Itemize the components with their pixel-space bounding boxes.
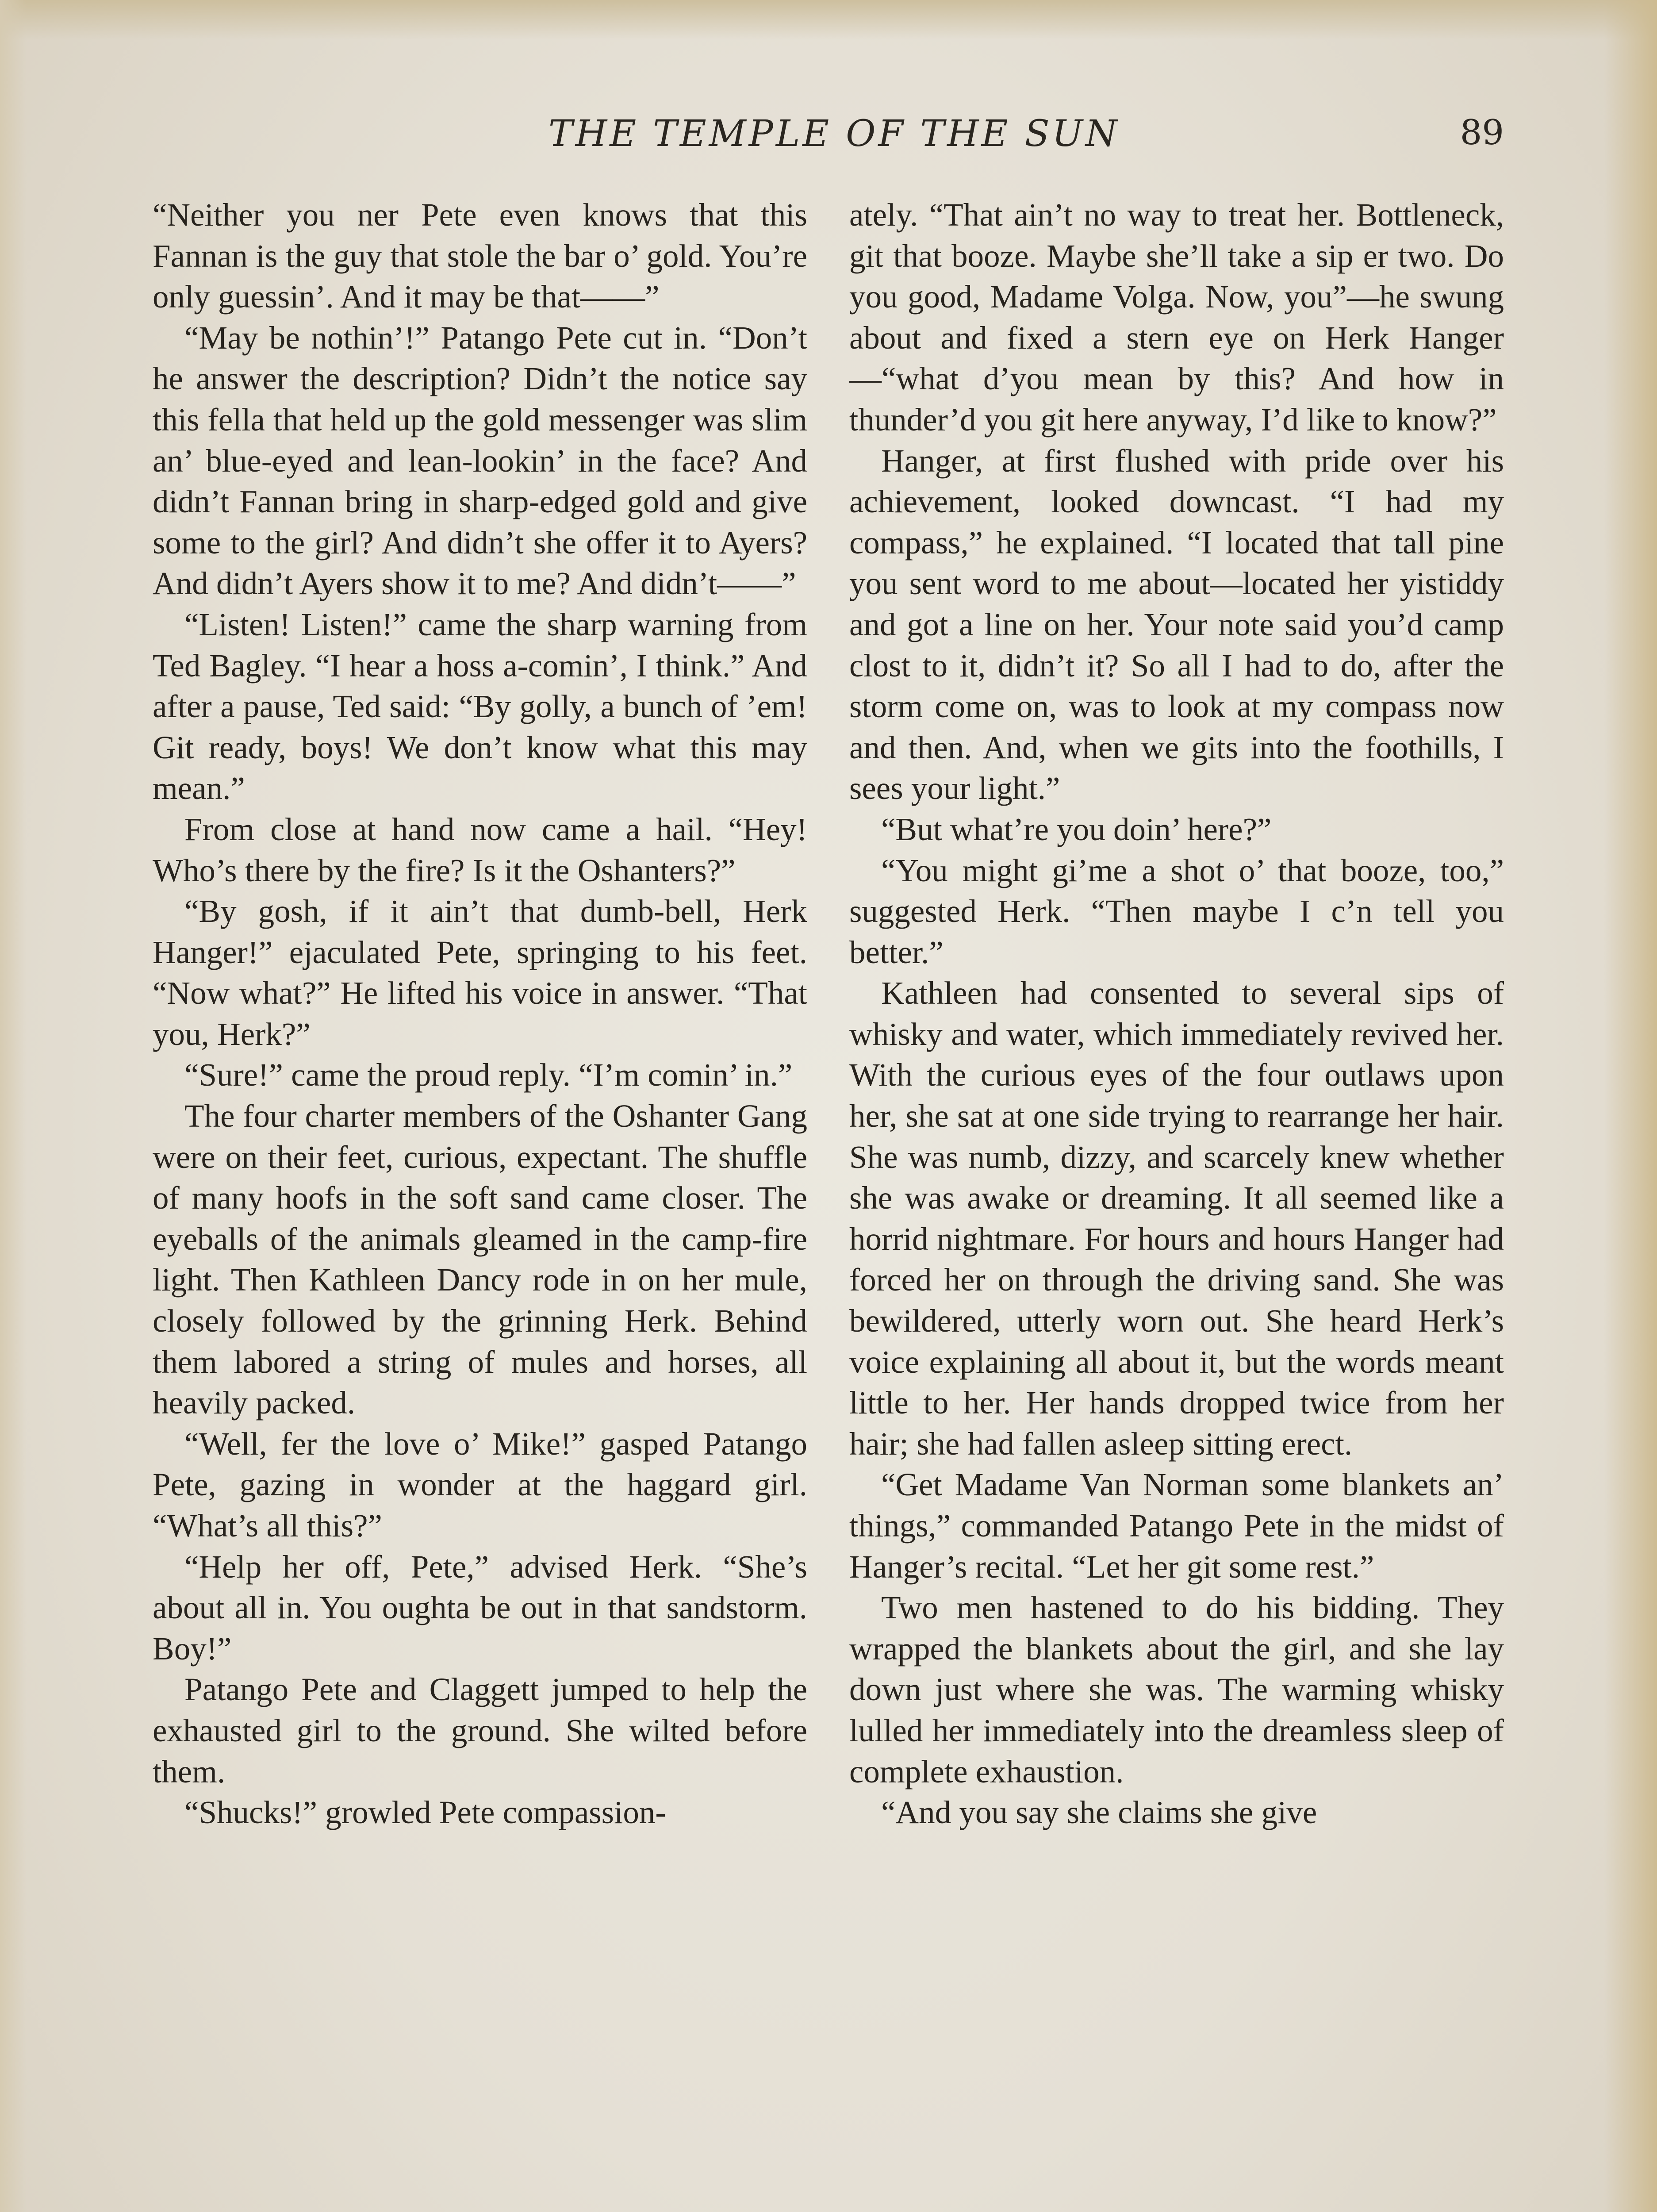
page-edge-top: [0, 0, 1657, 40]
paragraph: Hanger, at first flushed with pride over his achievement, looked downcast. “I had my compass,” he explained. “I located that tall pine you sent word to me about—located her yistiddy and got a line on her. Your note said you’d camp clost to it, didn’t it? So all I had to do, after the storm come on, was to look at my compass now and then. And, when we gits into the foothills, I sees your light.”: [849, 442, 1504, 806]
page-header: [495, 113, 1557, 161]
paragraph: From close at hand now came a hail. “Hey! Who’s there by the fire? Is it the Oshanters?”: [153, 811, 807, 888]
paragraph: “You might gi’me a shot o’ that booze, too,” suggested Herk. “Then maybe I c’n tell you better.”: [849, 852, 1504, 970]
paragraph: “Get Madame Van Norman some blankets an’ things,” commanded Patango Pete in the midst of Hanger’s recital. “Let her git some rest.”: [849, 1467, 1504, 1585]
left-column: [153, 195, 807, 2212]
paragraph: “Neither you ner Pete even knows that this Fannan is the guy that stole the bar o’ gold. You’re only guessin’. And it may be that——”: [153, 197, 807, 315]
paragraph: “But what’re you doin’ here?”: [881, 811, 1272, 847]
right-column: [849, 195, 1504, 2212]
paragraph: Two men hastened to do his bidding. They wrapped the blankets about the girl, and she lay down just where she was. The warming whisky lulled her immediately into the dreamless sleep of complete exhaustion.: [849, 1590, 1504, 1790]
paragraph: “Shucks!” growled Pete compassion-: [184, 1794, 666, 1831]
paragraph: Kathleen had consented to several sips of whisky and water, which immediately revived her. With the curious eyes of the four outlaws upon her, she sat at one side trying to rearrange her hair. She was numb, dizzy, and scarcely knew whether she was awake or dreaming. It all seemed like a horrid nightmare. For hours and hours Hanger had forced her on through the driving sand. She was bewildered, utterly worn out. She heard Herk’s voice explaining all about it, but the words meant little to her. Her hands dropped twice from her hair; she had fallen asleep sitting erect.: [849, 975, 1504, 1462]
paragraph: “And you say she claims she give: [881, 1794, 1317, 1831]
paragraph: “By gosh, if it ain’t that dumb-bell, Herk Hanger!” ejaculated Pete, springing to his feet. “Now what?” He lifted his voice in answer. “That you, Herk?”: [153, 893, 807, 1052]
page-number: 89: [1460, 113, 1504, 153]
paragraph: Patango Pete and Claggett jumped to help the exhausted girl to the ground. She wilted before them.: [153, 1671, 807, 1790]
paragraph-continuation: ately. “That ain’t no way to treat her. Bottleneck, git that booze. Maybe she’ll take a sip er two. Do you good, Madame Volga. Now, you”—he swung about and fixed a stern eye on Herk Hanger—“what d’you mean by this? And how in thunder’d you git here anyway, I’d like to know?”: [849, 197, 1504, 438]
paragraph: “Help her off, Pete,” advised Herk. “She’s about all in. You oughta be out in that sandstorm. Boy!”: [153, 1548, 807, 1667]
paragraph: “Sure!” came the proud reply. “I’m comin’ in.”: [184, 1057, 793, 1093]
paragraph: The four charter members of the Oshanter Gang were on their feet, curious, expectant. The shuffle of many hoofs in the soft sand came closer. The eyeballs of the animals gleamed in the camp-fire light. Then Kathleen Dancy rode in on her mule, closely followed by the grinning Herk. Behind them labored a string of mules and horses, all heavily packed.: [153, 1098, 807, 1421]
page-edge-left: [0, 0, 27, 2212]
paragraph: “Listen! Listen!” came the sharp warning from Ted Bagley. “I hear a hoss a-comin’, I think.” And after a pause, Ted said: “By golly, a bunch of ’em! Git ready, boys! We don’t know what this may mean.”: [153, 606, 807, 806]
paragraph: “Well, fer the love o’ Mike!” gasped Patango Pete, gazing in wonder at the haggard girl. “What’s all this?”: [153, 1425, 807, 1544]
paragraph: “May be nothin’!” Patango Pete cut in. “Don’t he answer the description? Didn’t the notice say this fella that held up the gold messenger was slim an’ blue-eyed and lean-lookin’ in the face? And didn’t Fannan bring in sharp-edged gold and give some to the girl? And didn’t she offer it to Ayers? And didn’t Ayers show it to me? And didn’t——”: [153, 319, 807, 602]
page-edge-right: [1604, 0, 1657, 2212]
running-title: THE TEMPLE OF THE SUN: [548, 113, 1120, 155]
